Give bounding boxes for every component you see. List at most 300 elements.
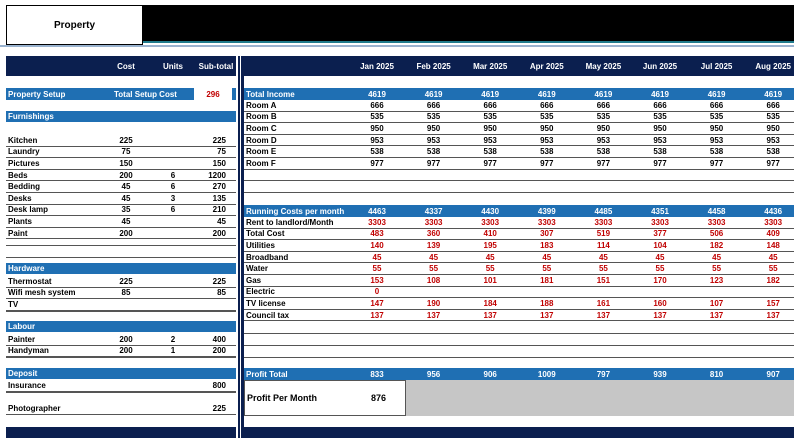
cost-header: Cost — [117, 61, 135, 71]
item-name: TV — [8, 299, 19, 309]
month-value: 137 — [370, 310, 384, 320]
running-costs-row-label: Running Costs per month — [246, 206, 345, 216]
month-header: Jul 2025 — [700, 61, 733, 71]
month-value: 953 — [766, 135, 780, 145]
month-value: 907 — [766, 369, 780, 379]
month-value: 977 — [596, 158, 611, 168]
item-subtotal: 1200 — [208, 170, 226, 180]
month-value: 137 — [766, 310, 780, 320]
month-value: 950 — [370, 123, 384, 133]
month-value: 137 — [426, 310, 441, 320]
month-value: 538 — [426, 147, 441, 157]
room-row-label: Room E — [246, 147, 277, 157]
item-cost: 45 — [121, 216, 131, 226]
item-subtotal: 150 — [212, 158, 226, 168]
month-value: 810 — [709, 369, 724, 379]
month-header: Jan 2025 — [360, 61, 394, 71]
item-cost — [106, 403, 146, 414]
month-value: 137 — [483, 310, 497, 320]
room-row-label: Room F — [246, 158, 276, 168]
month-value: 55 — [542, 264, 552, 274]
month-value: 360 — [426, 229, 441, 239]
month-value: 45 — [485, 252, 495, 262]
month-value: 977 — [653, 158, 667, 168]
item-cost — [106, 380, 146, 391]
month-value: 953 — [370, 135, 384, 145]
month-header: Jun 2025 — [642, 61, 678, 71]
item-subtotal: 85 — [217, 288, 226, 298]
cost-row-label: Council tax — [246, 310, 290, 320]
month-value — [462, 287, 518, 298]
month-value: 953 — [596, 135, 611, 145]
month-value: 950 — [653, 123, 667, 133]
month-value: 4619 — [424, 89, 443, 99]
month-value: 977 — [370, 158, 384, 168]
grid-line — [6, 257, 236, 258]
divider-line — [143, 41, 794, 43]
month-value: 953 — [483, 135, 497, 145]
item-units: 6 — [170, 205, 176, 215]
month-value: 55 — [655, 264, 665, 274]
month-value: 3303 — [594, 217, 613, 227]
cost-row — [244, 310, 794, 322]
total-income-row — [244, 88, 794, 100]
property-setup-label: Property Setup — [8, 89, 66, 99]
month-value: 160 — [653, 298, 667, 308]
cost-row — [244, 229, 794, 241]
item-name: Pictures — [8, 158, 40, 168]
item-units — [156, 158, 190, 169]
month-value: 666 — [483, 100, 497, 110]
month-value: 939 — [653, 369, 667, 379]
month-value: 3303 — [651, 217, 669, 227]
item-units — [156, 403, 190, 414]
item-subtotal: 800 — [212, 380, 226, 390]
item-cost: 200 — [119, 346, 133, 356]
month-value: 45 — [598, 252, 608, 262]
item-cost: 150 — [119, 158, 133, 168]
month-value: 45 — [542, 252, 552, 262]
month-value: 535 — [426, 112, 441, 122]
month-value: 977 — [426, 158, 441, 168]
month-value: 666 — [653, 100, 667, 110]
item-row — [6, 334, 236, 346]
cost-row — [244, 240, 794, 252]
month-value: 666 — [596, 100, 611, 110]
month-value: 3303 — [368, 217, 386, 227]
month-value: 950 — [766, 123, 780, 133]
month-value: 139 — [426, 240, 441, 250]
month-value: 953 — [540, 135, 554, 145]
divider-line — [0, 45, 794, 47]
month-value: 4337 — [424, 206, 443, 216]
grid-line — [244, 192, 794, 193]
panel-separator — [238, 56, 240, 438]
item-row — [6, 135, 236, 147]
item-cost: 200 — [119, 334, 133, 344]
item-row — [6, 288, 236, 300]
month-value: 114 — [596, 240, 610, 250]
month-value: 181 — [540, 275, 554, 285]
profit-per-month-box — [244, 380, 406, 416]
month-header: Mar 2025 — [473, 61, 508, 71]
profit-total-row-label: Profit Total — [246, 369, 288, 379]
month-value: 55 — [598, 264, 608, 274]
item-name: Laundry — [8, 147, 40, 157]
month-value: 4619 — [481, 89, 500, 99]
item-cost: 35 — [121, 205, 131, 215]
total-setup-cost-value: 296 — [194, 88, 232, 100]
month-value: 101 — [483, 275, 497, 285]
month-value — [745, 287, 794, 298]
item-row — [6, 299, 236, 311]
room-row — [244, 112, 794, 124]
month-value: 170 — [653, 275, 667, 285]
item-subtotal: 400 — [212, 334, 226, 344]
item-units: 6 — [170, 182, 176, 192]
month-value: 4619 — [537, 89, 556, 99]
month-value: 506 — [709, 229, 724, 239]
item-units — [156, 380, 190, 391]
month-value: 55 — [429, 264, 439, 274]
item-row — [6, 205, 236, 217]
cost-row-label: Gas — [246, 275, 262, 285]
month-value: 104 — [653, 240, 667, 250]
month-value: 3303 — [481, 217, 500, 227]
grid-line — [244, 357, 794, 358]
page-title: Property — [6, 5, 143, 45]
month-value: 977 — [766, 158, 780, 168]
room-row-label: Room A — [246, 100, 277, 110]
profit-total-row — [244, 368, 794, 380]
grid-line — [6, 392, 236, 393]
grid-line — [244, 180, 794, 181]
cost-row — [244, 252, 794, 264]
month-value: 666 — [540, 100, 554, 110]
month-value: 45 — [372, 252, 382, 262]
month-value: 977 — [483, 158, 497, 168]
month-value: 184 — [483, 298, 497, 308]
item-cost: 200 — [119, 228, 133, 238]
month-value: 161 — [596, 298, 611, 308]
month-value: 3303 — [707, 217, 726, 227]
month-value: 55 — [485, 264, 495, 274]
item-name: Wifi mesh system — [8, 288, 76, 298]
item-subtotal: 270 — [212, 182, 226, 192]
title-bar — [143, 5, 794, 41]
month-value: 953 — [426, 135, 441, 145]
column-header-row — [6, 56, 236, 76]
month-value: 190 — [426, 298, 441, 308]
month-value: 4619 — [651, 89, 669, 99]
month-value: 307 — [540, 229, 554, 239]
room-row — [244, 146, 794, 158]
month-value: 377 — [653, 229, 667, 239]
running-costs-row — [244, 205, 794, 217]
month-value: 977 — [709, 158, 724, 168]
month-value: 535 — [483, 112, 497, 122]
month-value: 107 — [709, 298, 724, 308]
cost-row — [244, 298, 794, 310]
month-value: 4619 — [594, 89, 613, 99]
month-value: 4436 — [764, 206, 783, 216]
month-value: 151 — [596, 275, 611, 285]
month-value — [406, 287, 462, 298]
item-row — [6, 216, 236, 228]
month-value: 4351 — [651, 206, 669, 216]
cost-row-label: TV license — [246, 298, 286, 308]
month-value: 182 — [766, 275, 780, 285]
month-value: 956 — [426, 369, 441, 379]
item-name: Bedding — [8, 182, 40, 192]
item-units — [156, 299, 190, 310]
cost-row-label: Rent to landlord/Month — [246, 217, 334, 227]
month-value: 3303 — [764, 217, 783, 227]
profit-per-month-value: 876 — [371, 393, 387, 403]
month-value: 535 — [653, 112, 667, 122]
month-value: 137 — [540, 310, 554, 320]
month-value: 4458 — [707, 206, 726, 216]
section-hardware — [6, 263, 236, 274]
item-cost: 75 — [121, 147, 131, 157]
item-cost: 225 — [119, 135, 133, 145]
item-name: Insurance — [8, 380, 46, 390]
month-value — [632, 287, 688, 298]
units-header: Units — [163, 61, 183, 71]
item-name: Beds — [8, 170, 28, 180]
month-value: 950 — [709, 123, 724, 133]
month-value: 45 — [768, 252, 778, 262]
item-units: 3 — [170, 193, 176, 203]
month-header: May 2025 — [585, 61, 622, 71]
month-value: 535 — [540, 112, 554, 122]
item-row — [6, 228, 236, 240]
month-value: 147 — [370, 298, 384, 308]
month-value: 108 — [426, 275, 441, 285]
month-value: 483 — [370, 229, 384, 239]
cost-row — [244, 217, 794, 229]
item-name: Photographer — [8, 403, 61, 413]
section-hardware-label: Hardware — [8, 264, 45, 273]
month-value — [689, 287, 745, 298]
room-row — [244, 135, 794, 147]
item-row — [6, 193, 236, 205]
month-value: 157 — [766, 298, 780, 308]
item-subtotal: 200 — [212, 346, 226, 356]
month-value: 538 — [596, 147, 611, 157]
cost-row-label: Electric — [246, 287, 275, 297]
section-furnishings — [6, 111, 236, 122]
month-value: 153 — [370, 275, 384, 285]
month-value: 55 — [712, 264, 722, 274]
section-deposit — [6, 368, 236, 379]
room-row-label: Room D — [246, 135, 277, 145]
month-value: 535 — [370, 112, 384, 122]
month-value: 906 — [483, 369, 497, 379]
month-value: 977 — [540, 158, 554, 168]
month-value: 0 — [374, 287, 380, 297]
item-cost: 45 — [121, 193, 131, 203]
room-row-label: Room C — [246, 123, 277, 133]
month-value: 3303 — [537, 217, 556, 227]
item-subtotal — [186, 299, 226, 310]
month-value: 538 — [540, 147, 554, 157]
section-deposit-label: Deposit — [8, 369, 38, 378]
item-units — [156, 288, 190, 299]
subtotal-header: Sub-total — [198, 61, 234, 71]
month-value: 148 — [766, 240, 780, 250]
month-value: 538 — [370, 147, 384, 157]
section-furnishings-label: Furnishings — [8, 112, 54, 121]
month-value: 410 — [483, 229, 497, 239]
item-subtotal: 225 — [212, 135, 226, 145]
item-row — [6, 346, 236, 358]
month-value: 4399 — [537, 206, 556, 216]
month-value: 45 — [655, 252, 665, 262]
room-row-label: Room B — [246, 112, 277, 122]
month-value: 666 — [370, 100, 384, 110]
month-value: 950 — [596, 123, 611, 133]
item-row — [6, 147, 236, 159]
grid-line — [6, 357, 236, 358]
item-cost — [106, 299, 146, 310]
cost-row — [244, 275, 794, 287]
month-value: 137 — [596, 310, 611, 320]
month-value: 140 — [370, 240, 384, 250]
item-row — [6, 276, 236, 288]
month-value: 950 — [426, 123, 441, 133]
total-income-row-label: Total Income — [246, 89, 295, 99]
cost-row — [244, 287, 794, 299]
item-name: Desks — [8, 193, 32, 203]
month-header-row — [244, 56, 794, 76]
month-header: Apr 2025 — [529, 61, 564, 71]
month-value: 182 — [709, 240, 724, 250]
month-value: 409 — [766, 229, 780, 239]
grid-line — [244, 333, 794, 334]
item-cost: 225 — [119, 276, 133, 286]
month-value: 538 — [709, 147, 724, 157]
month-header: Aug 2025 — [755, 61, 791, 71]
item-subtotal: 135 — [212, 193, 226, 203]
month-value: 833 — [370, 369, 384, 379]
item-cost: 200 — [119, 170, 133, 180]
item-name: Plants — [8, 216, 33, 226]
item-units — [156, 135, 190, 146]
item-subtotal: 75 — [217, 147, 226, 157]
month-value: 188 — [540, 298, 554, 308]
item-subtotal: 200 — [212, 228, 226, 238]
item-units — [156, 147, 190, 158]
month-value: 538 — [766, 147, 780, 157]
item-name: Kitchen — [8, 135, 38, 145]
room-row — [244, 158, 794, 170]
month-value: 4430 — [481, 206, 500, 216]
month-value: 55 — [372, 264, 382, 274]
grid-line — [244, 345, 794, 346]
section-labour-label: Labour — [8, 322, 36, 331]
cost-row — [244, 263, 794, 275]
footer-bar — [244, 427, 794, 438]
grid-line — [6, 245, 236, 246]
month-value: 123 — [709, 275, 724, 285]
month-value: 195 — [483, 240, 497, 250]
cost-row-label: Total Cost — [246, 229, 285, 239]
month-value: 519 — [596, 229, 611, 239]
item-name: Painter — [8, 334, 36, 344]
month-value: 3303 — [424, 217, 443, 227]
cost-row-label: Broadband — [246, 252, 289, 262]
month-value: 183 — [540, 240, 554, 250]
item-units — [156, 276, 190, 287]
month-value: 1009 — [537, 369, 556, 379]
month-value: 797 — [596, 369, 611, 379]
month-value: 137 — [709, 310, 724, 320]
cost-row-label: Utilities — [246, 240, 275, 250]
month-value: 45 — [429, 252, 439, 262]
month-value: 950 — [540, 123, 554, 133]
item-cost: 85 — [121, 288, 131, 298]
item-row — [6, 170, 236, 182]
cost-row-label: Water — [246, 264, 268, 274]
month-header: Feb 2025 — [416, 61, 451, 71]
month-value: 538 — [483, 147, 497, 157]
month-value: 535 — [709, 112, 724, 122]
profit-per-month-label: Profit Per Month — [247, 393, 317, 403]
item-subtotal: 225 — [212, 403, 226, 413]
profit-summary-fill — [406, 380, 794, 416]
room-row — [244, 100, 794, 112]
total-setup-cost-label: Total Setup Cost — [114, 89, 177, 99]
property-setup-row — [6, 88, 236, 100]
item-units — [156, 228, 190, 239]
item-subtotal: 225 — [212, 276, 226, 286]
item-name: Thermostat — [8, 276, 52, 286]
item-row — [6, 380, 236, 392]
month-value: 666 — [426, 100, 441, 110]
month-value: 55 — [768, 264, 778, 274]
room-row — [244, 123, 794, 135]
item-subtotal: 210 — [212, 205, 226, 215]
item-cost: 45 — [121, 182, 131, 192]
month-value: 666 — [766, 100, 780, 110]
month-value: 535 — [596, 112, 611, 122]
item-units — [156, 216, 190, 227]
section-labour — [6, 321, 236, 332]
grid-line — [6, 311, 236, 312]
month-value: 953 — [653, 135, 667, 145]
month-value: 666 — [709, 100, 724, 110]
item-name: Desk lamp — [8, 205, 49, 215]
month-value: 535 — [766, 112, 780, 122]
month-value — [575, 287, 631, 298]
month-value: 538 — [653, 147, 667, 157]
month-value — [519, 287, 575, 298]
month-value: 4463 — [368, 206, 386, 216]
footer-bar — [6, 427, 236, 438]
month-value: 4485 — [594, 206, 613, 216]
item-units: 1 — [170, 346, 176, 356]
month-value: 45 — [712, 252, 722, 262]
item-name: Handyman — [8, 346, 49, 356]
item-row — [6, 181, 236, 193]
month-value: 4619 — [764, 89, 783, 99]
item-row — [6, 403, 236, 415]
month-value: 4619 — [368, 89, 386, 99]
month-value: 950 — [483, 123, 497, 133]
item-units: 6 — [170, 170, 176, 180]
item-row — [6, 158, 236, 170]
